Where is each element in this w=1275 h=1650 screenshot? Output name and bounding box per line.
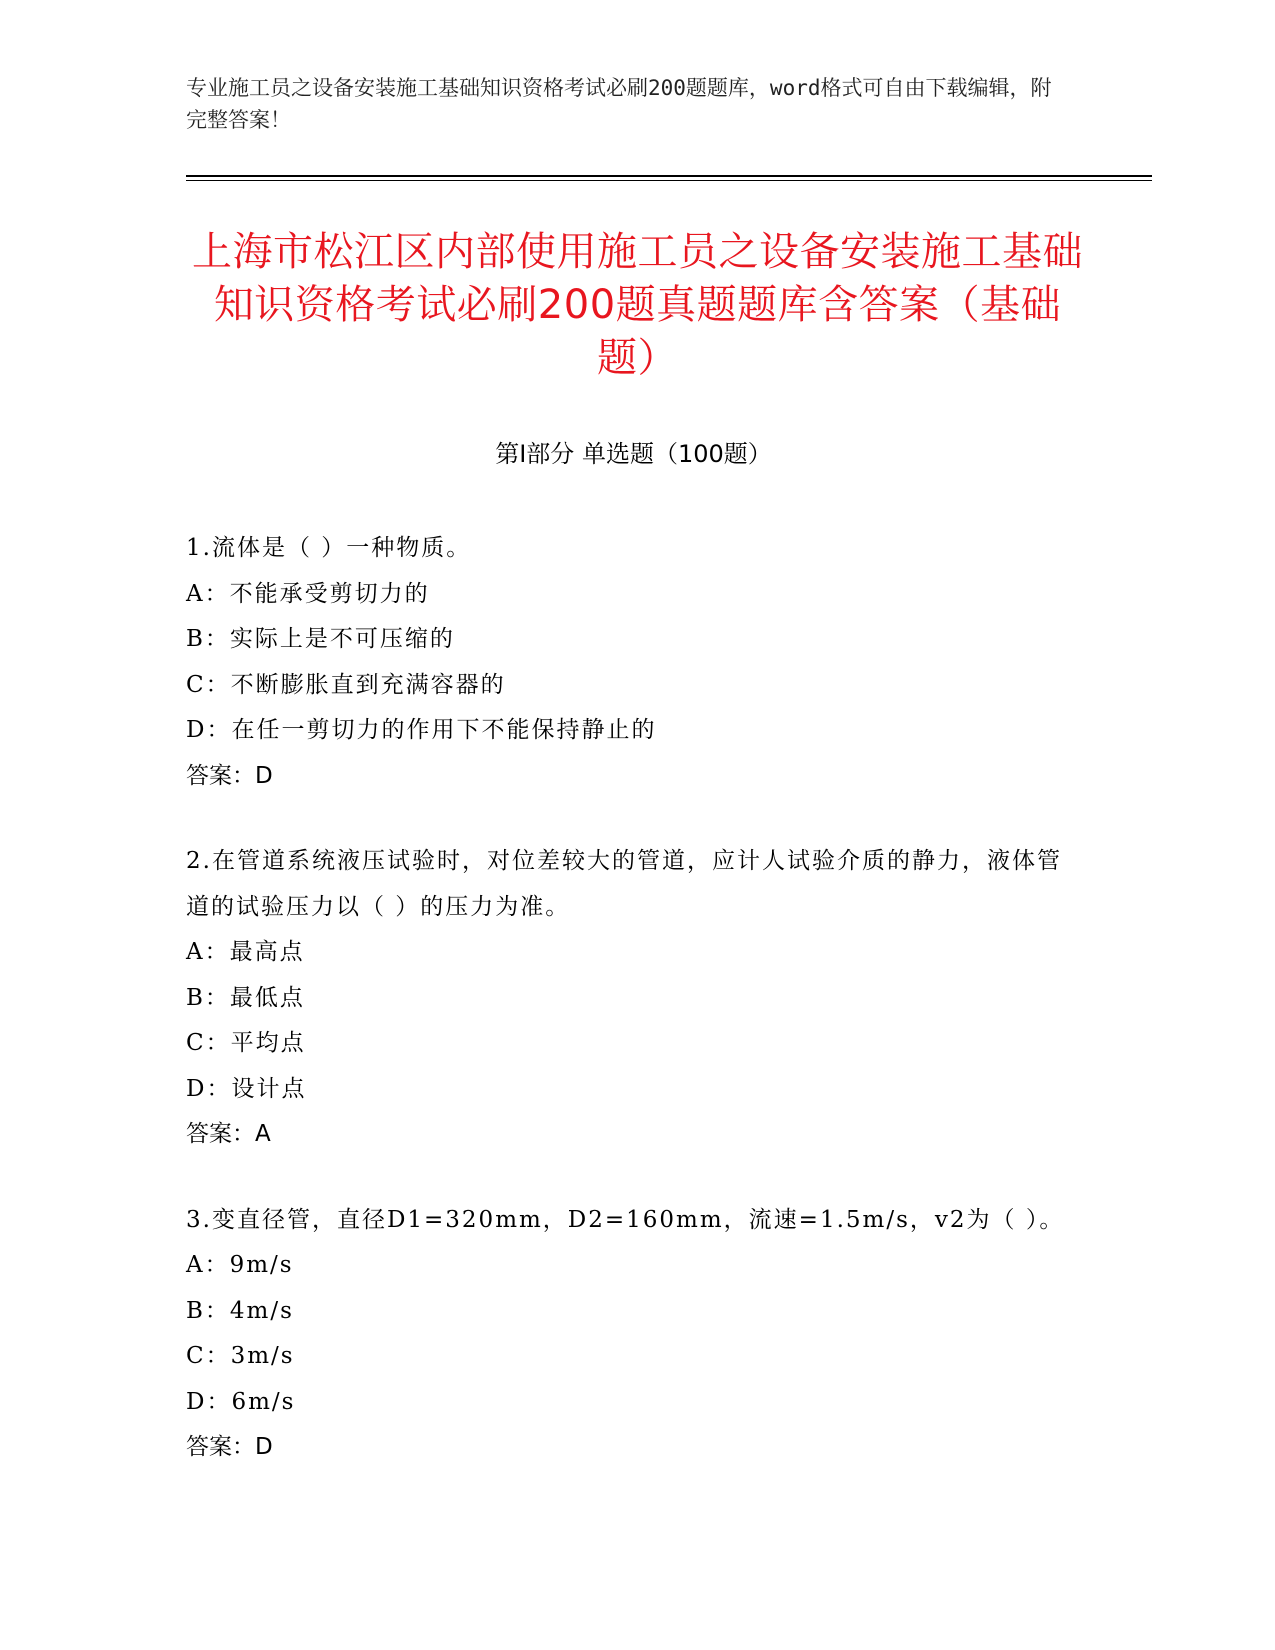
option-c: C：平均点	[186, 1030, 306, 1056]
question-2	[186, 839, 1066, 1158]
question-list	[186, 526, 1066, 1511]
option-b: B：最低点	[186, 984, 305, 1011]
header-divider-thin	[186, 180, 1152, 181]
section-heading: 第I部分 单选题（100题）	[495, 440, 772, 468]
answer: 答案：A	[186, 1121, 271, 1147]
option-d: D：在任一剪切力的作用下不能保持静止的	[186, 717, 657, 743]
option-c: C：3m/s	[186, 1343, 295, 1369]
question-stem: 3.变直径管，直径D1=320mm，D2=160mm，流速=1.5m/s，v2为（ ）。	[186, 1206, 1065, 1233]
question-3	[186, 1198, 1066, 1471]
header-note: 专业施工员之设备安装施工基础知识资格考试必刷200题题库，word格式可自由下载编辑，附完整答案！	[186, 76, 1052, 132]
answer: 答案：D	[186, 1434, 273, 1460]
header-divider	[186, 175, 1152, 177]
option-d: D：设计点	[186, 1075, 307, 1102]
document-title: 上海市松江区内部使用施工员之设备安装施工基础知识资格考试必刷200题真题题库含答案（基础题）	[192, 229, 1083, 381]
option-a: A：不能承受剪切力的	[186, 580, 430, 607]
option-b: B：4m/s	[186, 1297, 294, 1324]
question-1	[186, 526, 1066, 799]
answer: 答案：D	[186, 762, 273, 789]
option-c: C：不断膨胀直到充满容器的	[186, 671, 506, 698]
option-a: A：9m/s	[186, 1252, 294, 1278]
option-a: A：最高点	[186, 939, 305, 965]
question-stem: 1.流体是（ ）一种物质。	[186, 535, 472, 561]
question-stem: 2.在管道系统液压试验时，对位差较大的管道，应计人试验介质的静力，液体管道的试验压力以（ ）的压力为准。	[186, 848, 1062, 920]
option-d: D：6m/s	[186, 1388, 296, 1415]
option-b: B：实际上是不可压缩的	[186, 626, 455, 652]
